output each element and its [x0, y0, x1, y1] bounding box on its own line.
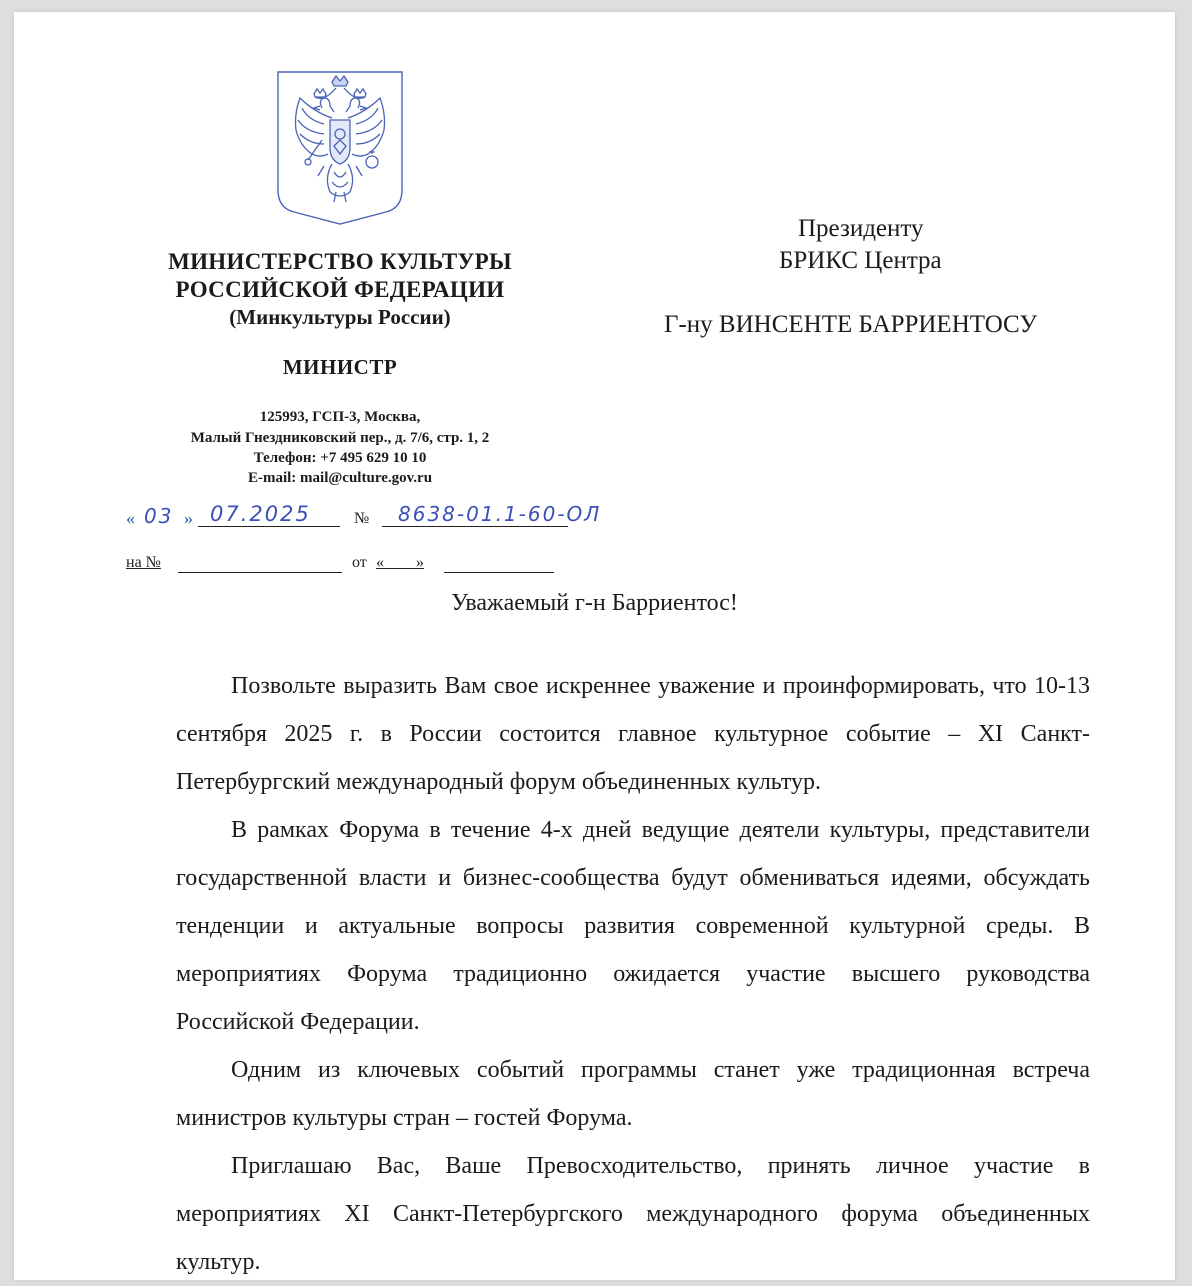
reply-date-quotes: « »: [376, 554, 424, 571]
paragraph: Позвольте выразить Вам свое искреннее уважение и проинформировать, что 10-13 сентября 2025 г. в России состоится главное культурное событие – XI Санкт-Петербургский международный форум объединенных культур.: [176, 673, 1090, 795]
letter-page: [14, 12, 1175, 1280]
reply-number-blank: [178, 572, 342, 573]
recipient-title: Президенту: [798, 215, 924, 242]
reply-from-label: от: [352, 554, 367, 571]
address-line2: Малый Гнездниковский пер., д. 7/6, стр. 1, 2: [190, 430, 490, 446]
date-day-handwritten: 03: [144, 504, 174, 528]
date-quote-open: «: [126, 508, 135, 528]
paragraph: Одним из ключевых событий программы станет уже традиционная встреча министров культуры стран – гостей Форума.: [176, 1057, 1090, 1131]
phone-number: Телефон: +7 495 629 10 10: [253, 450, 427, 466]
registration-line: [126, 502, 626, 532]
reply-date-blank: [444, 572, 554, 573]
ministry-name-line2: РОССИЙСКОЙ ФЕДЕРАЦИИ: [175, 277, 505, 302]
reply-reference-line: [126, 552, 626, 580]
recipient-name: Г-ну ВИНСЕНТЕ БАРРИЕНТОСУ: [664, 311, 1038, 338]
registration-number-handwritten: 8638-01.1-60-ОЛ: [398, 502, 602, 526]
paragraph: Приглашаю Вас, Ваше Превосходительство, принять личное участие в мероприятиях XI Санкт-Петербургского международного форума объединенных культур.: [176, 1153, 1090, 1275]
number-label: №: [354, 510, 370, 527]
ministry-name-line1: МИНИСТЕРСТВО КУЛЬТУРЫ: [168, 249, 512, 274]
date-month-year-handwritten: 07.2025: [210, 502, 311, 526]
reply-number-label: на №: [126, 554, 161, 571]
date-quote-close: »: [184, 508, 193, 528]
email-address: E-mail: mail@culture.gov.ru: [247, 470, 433, 486]
recipient-organization: БРИКС Центра: [779, 247, 942, 274]
salutation: Уважаемый г-н Барриентос!: [451, 590, 738, 616]
address-line1: 125993, ГСП-3, Москва,: [259, 409, 421, 425]
ministry-short-name: (Минкультуры России): [229, 305, 451, 329]
coat-of-arms-emblem: [274, 68, 406, 226]
minister-title: МИНИСТР: [282, 355, 398, 379]
letter-body: [176, 662, 1090, 1286]
paragraph: В рамках Форума в течение 4-х дней ведущие деятели культуры, представители государственной власти и бизнес-сообщества будут обмениваться идеями, обсуждать тенденции и актуальные вопросы развития современной культурной среды. В мероприятиях Форума традиционно ожидается участие высшего руководства Российской Федерации.: [176, 817, 1090, 1035]
